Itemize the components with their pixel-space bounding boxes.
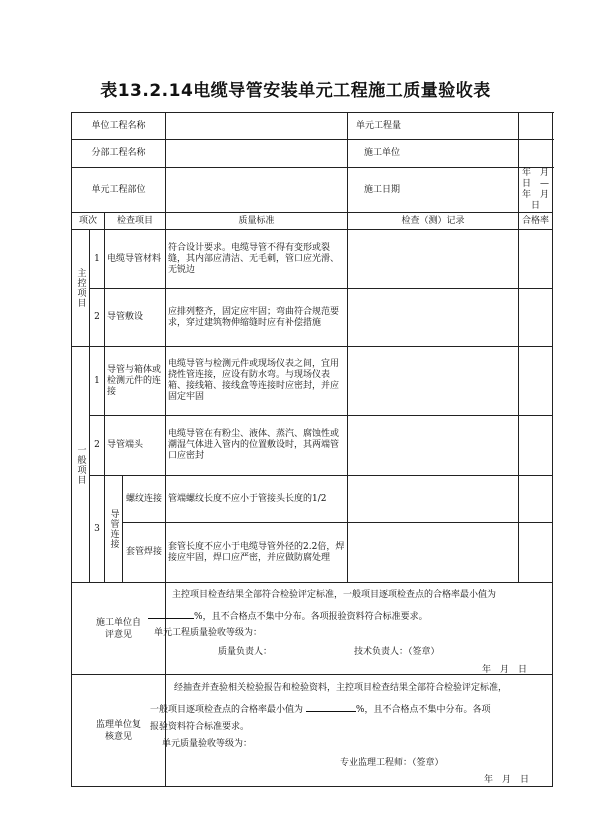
tech-manager-label: 技术负责人：（签章） xyxy=(354,647,440,657)
row-record[interactable] xyxy=(348,289,519,347)
row-no: 2 xyxy=(90,289,105,347)
row-check-item: 导管连接 xyxy=(105,476,123,583)
unit-project-quantity-value[interactable] xyxy=(519,113,553,140)
supervision-line3: 报验资料符合标准要求。 xyxy=(150,722,250,732)
supervision-pass-rate-blank[interactable] xyxy=(306,702,356,712)
unit-project-quantity-label: 单元工程量 xyxy=(348,113,519,140)
row-record[interactable] xyxy=(348,230,519,289)
row-standard: 电缆导管在有粉尘、液体、蒸汽、腐蚀性或潮湿气体进入管内的位置敷设时，其两端管口应密封 xyxy=(166,416,348,476)
supervision-line4: 单元质量验收等级为： xyxy=(162,739,253,749)
row-record[interactable] xyxy=(348,416,519,476)
supervision-line2a: 一般项目逐项检查点的合格率最小值为 xyxy=(150,705,304,715)
self-eval-line1: 主控项目检查结果全部符合检验评定标准，一般项目逐项检查点的合格率最小值为 xyxy=(172,590,497,600)
row-pass-rate[interactable] xyxy=(519,289,553,347)
sub-project-name-label: 分部工程名称 xyxy=(72,140,166,168)
row-check-item: 电缆导管材料 xyxy=(105,230,166,289)
supervision-content xyxy=(150,675,553,787)
row-check-item: 导管敷设 xyxy=(105,289,166,347)
row-record[interactable] xyxy=(348,523,519,583)
col-record: 检查（测）记录 xyxy=(348,213,519,230)
inspection-form xyxy=(71,112,568,787)
sub-project-name-value[interactable] xyxy=(166,140,348,168)
self-eval-line3: 单元工程质量验收等级为： xyxy=(154,628,263,638)
construction-date-value[interactable]: 年 月 日 — 年 月 日 xyxy=(519,168,553,213)
self-eval-content xyxy=(154,583,553,675)
pass-rate-blank[interactable] xyxy=(148,609,194,619)
row-standard: 符合设计要求。电缆导管不得有变形或裂缝，其内部应清洁、无毛刺，管口应光滑、无锐边 xyxy=(166,230,348,289)
supervision-label: 监理单位复核意见 xyxy=(72,675,166,787)
row-check-item: 导管与箱体或检测元件的连接 xyxy=(105,347,166,416)
row-sub-item: 螺纹连接 xyxy=(123,476,166,523)
row-no: 3 xyxy=(90,476,105,583)
group-general: 一般项目 xyxy=(72,347,90,583)
supervision-line2b: %，且不合格点不集中分布。各项 xyxy=(355,705,491,715)
row-pass-rate[interactable] xyxy=(519,347,553,416)
row-record[interactable] xyxy=(348,476,519,523)
construction-date-label: 施工日期 xyxy=(348,168,519,213)
page-title: 表13.2.14电缆导管安装单元工程施工质量验收表 xyxy=(100,81,491,101)
row-standard: 管端螺纹长度不应小于管接头长度的1/2 xyxy=(166,476,348,523)
row-pass-rate[interactable] xyxy=(519,523,553,583)
quality-manager-label: 质量负责人： xyxy=(218,647,273,657)
row-record[interactable] xyxy=(348,347,519,416)
row-check-item: 导管端头 xyxy=(105,416,166,476)
row-pass-rate[interactable] xyxy=(519,476,553,523)
supervision-date: 年 月 日 xyxy=(484,775,530,785)
col-pass-rate: 合格率 xyxy=(519,213,553,230)
row-no: 1 xyxy=(90,230,105,289)
row-no: 1 xyxy=(90,347,105,416)
row-standard: 应排列整齐，固定应牢固；弯曲符合规范要求，穿过建筑物伸缩缝时应有补偿措施 xyxy=(166,289,348,347)
col-standard: 质量标准 xyxy=(166,213,348,230)
group-main-control: 主控项目 xyxy=(72,230,90,347)
col-item-no: 项次 xyxy=(72,213,105,230)
row-pass-rate[interactable] xyxy=(519,416,553,476)
row-sub-item: 套管焊接 xyxy=(123,523,166,583)
unit-part-label: 单元工程部位 xyxy=(72,168,166,213)
row-standard: 套管长度不应小于电缆导管外径的2.2倍，焊接应牢固，焊口应严密，并应做防腐处理 xyxy=(166,523,348,583)
row-standard: 电缆导管与检测元件或现场仪表之间，宜用挠性管连接，应设有防水弯。与现场仪表箱、接线箱、接线盒等连接时应密封，并应固定牢固 xyxy=(166,347,348,416)
unit-project-name-value[interactable] xyxy=(166,113,348,140)
construction-unit-label: 施工单位 xyxy=(348,140,519,168)
unit-project-name-label: 单位工程名称 xyxy=(72,113,166,140)
supervision-line1: 经抽查并查验相关检验报告和检验资料，主控项目检查结果全部符合检验评定标准， xyxy=(174,683,508,693)
unit-part-value[interactable] xyxy=(166,168,348,213)
supervision-engineer-label: 专业监理工程师：（签章） xyxy=(340,758,444,768)
row-pass-rate[interactable] xyxy=(519,230,553,289)
construction-unit-value[interactable] xyxy=(519,140,553,168)
self-eval-label: 施工单位自评意见 xyxy=(72,583,166,675)
row-no: 2 xyxy=(90,416,105,476)
self-eval-line2: %，且不合格点不集中分布。各项报验资料符合标准要求。 xyxy=(194,612,428,622)
self-eval-date: 年 月 日 xyxy=(482,665,528,675)
col-check-item: 检查项目 xyxy=(105,213,166,230)
